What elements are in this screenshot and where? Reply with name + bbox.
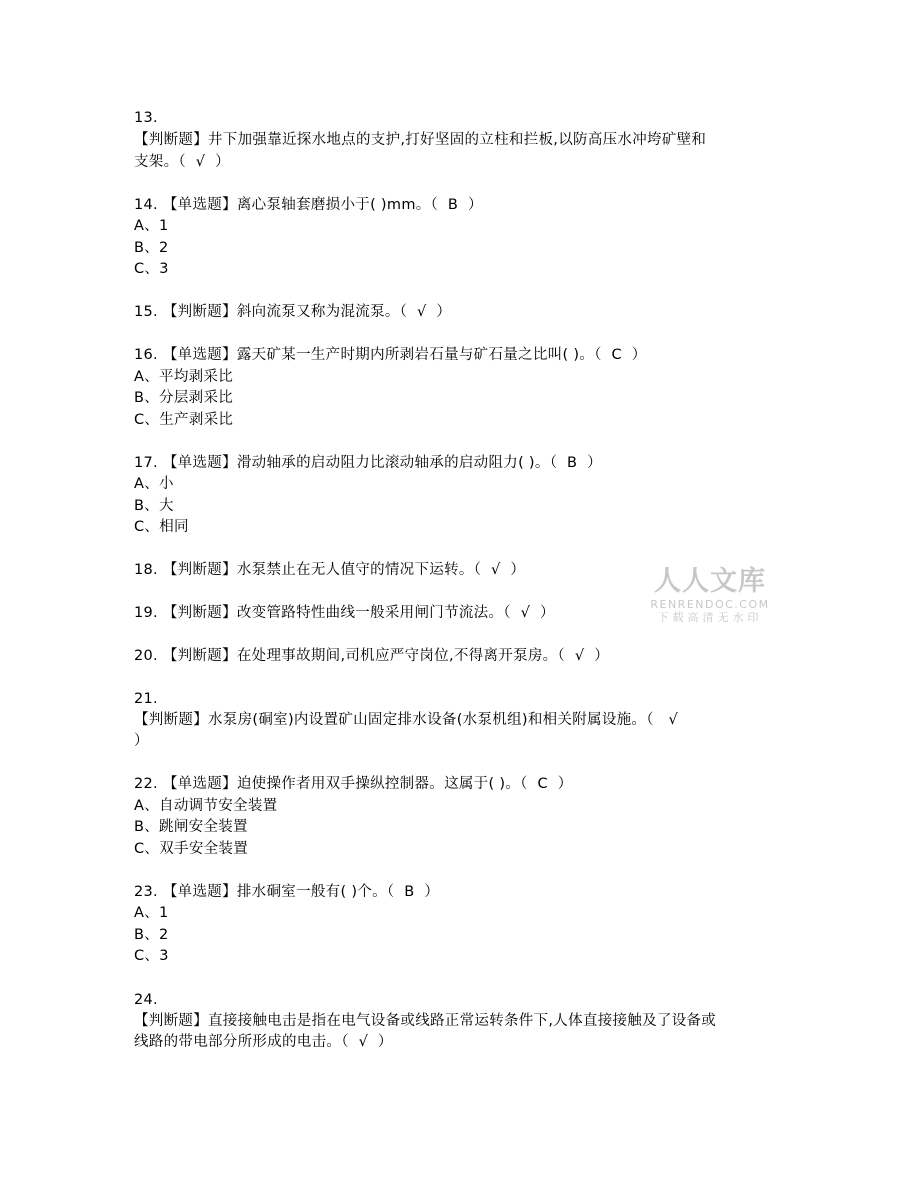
q22-option-a: A、自动调节安全装置 bbox=[134, 798, 278, 814]
q22-stem: 22. 【单选题】迫使操作者用双手操纵控制器。这属于( )。（ C ） bbox=[134, 776, 573, 792]
q14-option-b: B、2 bbox=[134, 240, 169, 256]
watermark-domain: RENRENDOC.COM bbox=[650, 598, 770, 611]
q14-option-c: C、3 bbox=[134, 261, 169, 277]
q24-number: 24. bbox=[134, 992, 158, 1008]
q13-text-line1: 【判断题】井下加强靠近探水地点的支护,打好坚固的立柱和拦板,以防高压水冲垮矿壁和 bbox=[134, 132, 707, 148]
q13-text-line2: 支架。（ √ ） bbox=[134, 154, 230, 170]
q24-text-line2: 线路的带电部分所形成的电击。（ √ ） bbox=[134, 1034, 393, 1050]
watermark-slogan: 下载高清无水印 bbox=[657, 611, 763, 624]
q23-option-b: B、2 bbox=[134, 927, 169, 943]
q15-stem: 15. 【判断题】斜向流泵又称为混流泵。（ √ ） bbox=[134, 304, 452, 320]
q18-stem: 18. 【判断题】水泵禁止在无人值守的情况下运转。（ √ ） bbox=[134, 562, 526, 578]
q16-option-a: A、平均剥采比 bbox=[134, 369, 234, 385]
q21-text-line1: 【判断题】水泵房(硐室)内设置矿山固定排水设备(水泵机组)和相关附属设施。（ √ bbox=[134, 712, 679, 728]
q16-option-b: B、分层剥采比 bbox=[134, 390, 234, 406]
q23-stem: 23. 【单选题】排水硐室一般有( )个。（ B ） bbox=[134, 884, 440, 900]
watermark bbox=[646, 566, 774, 625]
q21-number: 21. bbox=[134, 691, 158, 707]
q17-option-a: A、小 bbox=[134, 476, 174, 492]
q23-option-a: A、1 bbox=[134, 905, 169, 921]
q17-stem: 17. 【单选题】滑动轴承的启动阻力比滚动轴承的启动阻力( )。（ B ） bbox=[134, 455, 602, 471]
q14-stem: 14. 【单选题】离心泵轴套磨损小于( )mm。（ B ） bbox=[134, 197, 483, 213]
q16-option-c: C、生产剥采比 bbox=[134, 412, 234, 428]
q17-option-b: B、大 bbox=[134, 498, 174, 514]
q14-option-a: A、1 bbox=[134, 218, 169, 234]
q22-option-c: C、双手安全装置 bbox=[134, 841, 249, 857]
q13-number: 13. bbox=[134, 110, 158, 126]
q24-text-line1: 【判断题】直接接触电击是指在电气设备或线路正常运转条件下,人体直接接触及了设备或 bbox=[134, 1013, 717, 1029]
q21-text-line2: ） bbox=[134, 733, 149, 749]
q19-stem: 19. 【判断题】改变管路特性曲线一般采用闸门节流法。（ √ ） bbox=[134, 605, 555, 621]
q22-option-b: B、跳闸安全装置 bbox=[134, 819, 248, 835]
watermark-title: 人人文库 bbox=[654, 566, 766, 597]
q17-option-c: C、相同 bbox=[134, 519, 189, 535]
q20-stem: 20. 【判断题】在处理事故期间,司机应严守岗位,不得离开泵房。（ √ ） bbox=[134, 648, 610, 664]
q16-stem: 16. 【单选题】露天矿某一生产时期内所剥岩石量与矿石量之比叫( )。（ C ） bbox=[134, 347, 647, 363]
q23-option-c: C、3 bbox=[134, 948, 169, 964]
